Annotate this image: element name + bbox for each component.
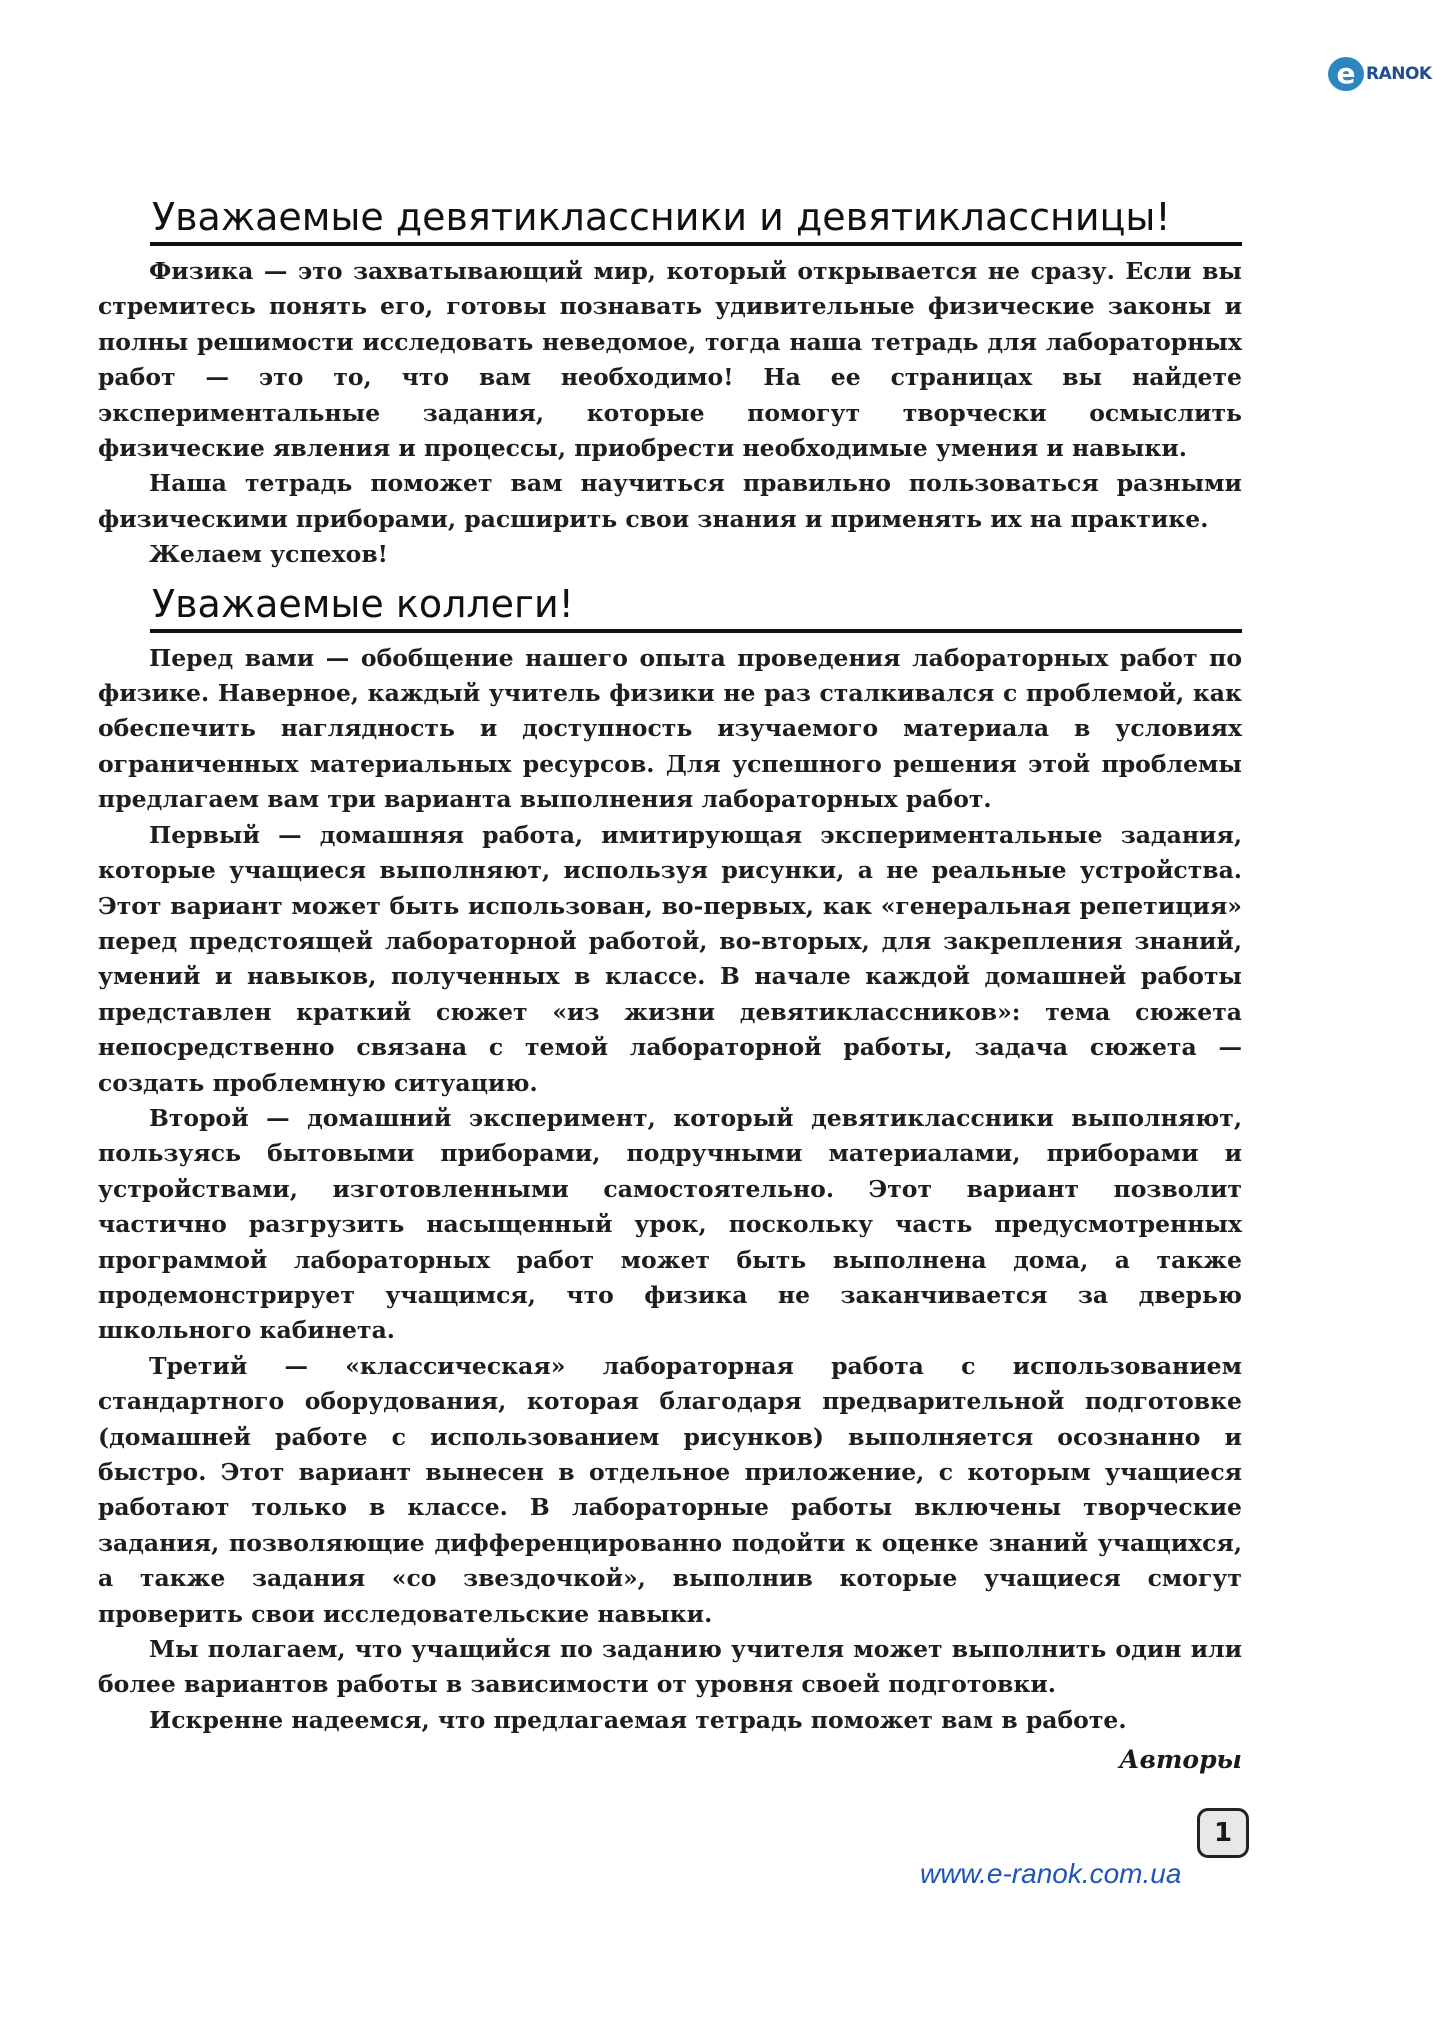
section2-paragraph-6: Искренне надеемся, что предлагаемая тетрадь поможет вам в работе. [149, 1705, 1127, 1734]
page-number: 1 [1197, 1808, 1249, 1858]
section2-title: Уважаемые коллеги! [152, 581, 574, 626]
section2-paragraph-4: Третий — «классическая» лабораторная работа с использованием стандартного оборудования, которая благодаря предварительной подготовке (домашней работе с использованием рисунков) выполняется осознанно и быстро. Этот вариант вынесен в отдельное приложение, с которым учащиеся работают только в классе. В лабораторные работы включены творческие задания, позволяющие дифференцированно подойти к оценке знаний учащихся, а также задания «со звездочкой», выполнив которые учащиеся смогут проверить свои исследовательские навыки. [98, 1351, 1242, 1628]
logo-text: RANOK [1366, 64, 1432, 84]
section1-paragraph-2: Наша тетрадь поможет вам научиться правильно пользоваться разными физическими приборами, расширить свои знания и применять их на практике. [98, 469, 1242, 533]
website-link[interactable]: www.e-ranok.com.ua [920, 1858, 1182, 1889]
publisher-logo [1328, 56, 1433, 92]
section2-paragraph-3: Второй — домашний эксперимент, который девятиклассники выполняют, пользуясь бытовыми приборами, подручными материалами, приборами и устройствами, изготовленными самостоятельно. Этот вариант позволит частично разгрузить насыщенный урок, поскольку часть предусмотренных программой лабораторных работ может быть выполнена дома, а также продемонстрирует учащимся, что физика не заканчивается за дверью школьного кабинета. [98, 1103, 1242, 1345]
section2-paragraph-5: Мы полагаем, что учащийся по заданию учителя может выполнить один или более вариантов работы в зависимости от уровня своей подготовки. [98, 1635, 1242, 1699]
section2-paragraph-2: Первый — домашняя работа, имитирующая экспериментальные задания, которые учащиеся выполняют, используя рисунки, а не реальные устройства. Этот вариант может быть использован, во-первых, как «генеральная репетиция» перед предстоящей лабораторной работой, во-вторых, для закрепления знаний, умений и навыков, полученных в классе. В начале каждой домашней работы представлен краткий сюжет «из жизни девятиклассников»: тема сюжета непосредственно связана с темой лабораторной работы, задача сюжета — создать проблемную ситуацию. [98, 820, 1242, 1097]
authors-signature: Авторы [1119, 1745, 1242, 1775]
section2-rule [150, 629, 1242, 633]
section2-paragraph-1: Перед вами — обобщение нашего опыта проведения лабораторных работ по физике. Наверное, каждый учитель физики не раз сталкивался с проблемой, как обеспечить наглядность и доступность изучаемого материала в условиях ограниченных материальных ресурсов. Для успешного решения этой проблемы предлагаем вам три варианта выполнения лабораторных работ. [98, 643, 1242, 814]
section1-title: Уважаемые девятиклассники и девятиклассницы! [152, 195, 1171, 239]
section1-paragraph-1: Физика — это захватывающий мир, который открывается не сразу. Если вы стремитесь понять его, готовы познавать удивительные физические законы и полны решимости исследовать неведомое, тогда наша тетрадь для лабораторных работ — это то, что вам необходимо! На ее страницах вы найдете экспериментальные задания, которые помогут творчески осмыслить физические явления и процессы, приобрести необходимые умения и навыки. [98, 257, 1242, 463]
logo-mark: e [1328, 57, 1364, 91]
section1-rule [150, 242, 1242, 246]
page-content [98, 192, 1242, 1780]
section1-paragraph-3: Желаем успехов! [149, 540, 388, 569]
